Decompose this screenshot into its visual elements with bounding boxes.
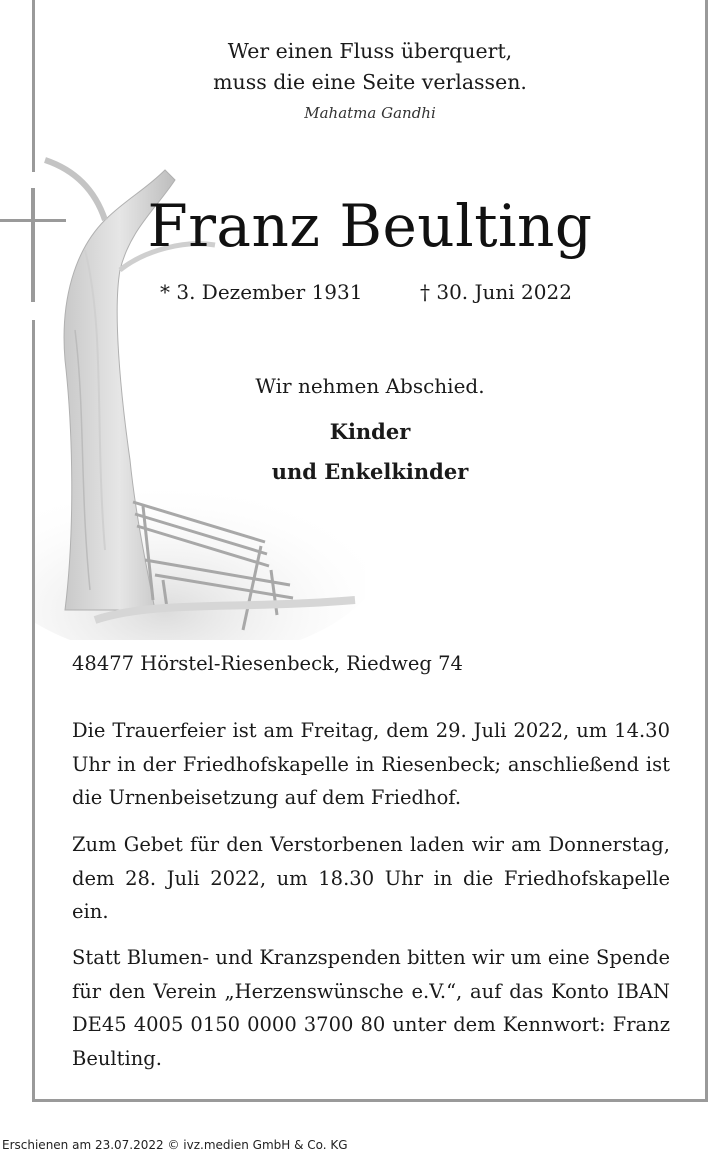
quote-line: muss die eine Seite verlassen. [213, 70, 527, 94]
death-date: † 30. Juni 2022 [420, 280, 572, 304]
birth-date: * 3. Dezember 1931 [160, 280, 363, 304]
mourners [36, 412, 704, 492]
cross-icon [31, 188, 34, 302]
address: 48477 Hörstel-Riesenbeck, Riedweg 74 [72, 652, 463, 675]
donation-paragraph: Statt Blumen- und Kranzspenden bitten wir um eine Spende für den Verein „Herzenswünsche e.V.“, auf das Konto IBAN DE45 4005 0150 0000 3700 80 unter dem Kennwort: Franz Beulting. [72, 946, 670, 1070]
quote-line: Wer einen Fluss überquert, [227, 39, 513, 63]
farewell-text: Wir nehmen Abschied. [255, 374, 485, 398]
deceased-name: Franz Beulting [147, 192, 593, 260]
quote [36, 36, 704, 98]
mourners-line: und Enkelkinder [271, 459, 469, 484]
quote-author: Mahatma Gandhi [304, 104, 436, 122]
funeral-paragraph: Die Trauerfeier ist am Freitag, dem 29. Juli 2022, um 14.30 Uhr in der Friedhofskapelle in Riesenbeck; anschließend ist die Urnenbeisetzung auf dem Friedhof. [72, 719, 670, 809]
mourners-line: Kinder [329, 419, 411, 444]
publication-footer: Erschienen am 23.07.2022 © ivz.medien GmbH & Co. KG [2, 1138, 348, 1152]
prayer-paragraph: Zum Gebet für den Verstorbenen laden wir am Donnerstag, dem 28. Juli 2022, um 18.30 Uhr in die Friedhofskapelle ein. [72, 833, 670, 923]
